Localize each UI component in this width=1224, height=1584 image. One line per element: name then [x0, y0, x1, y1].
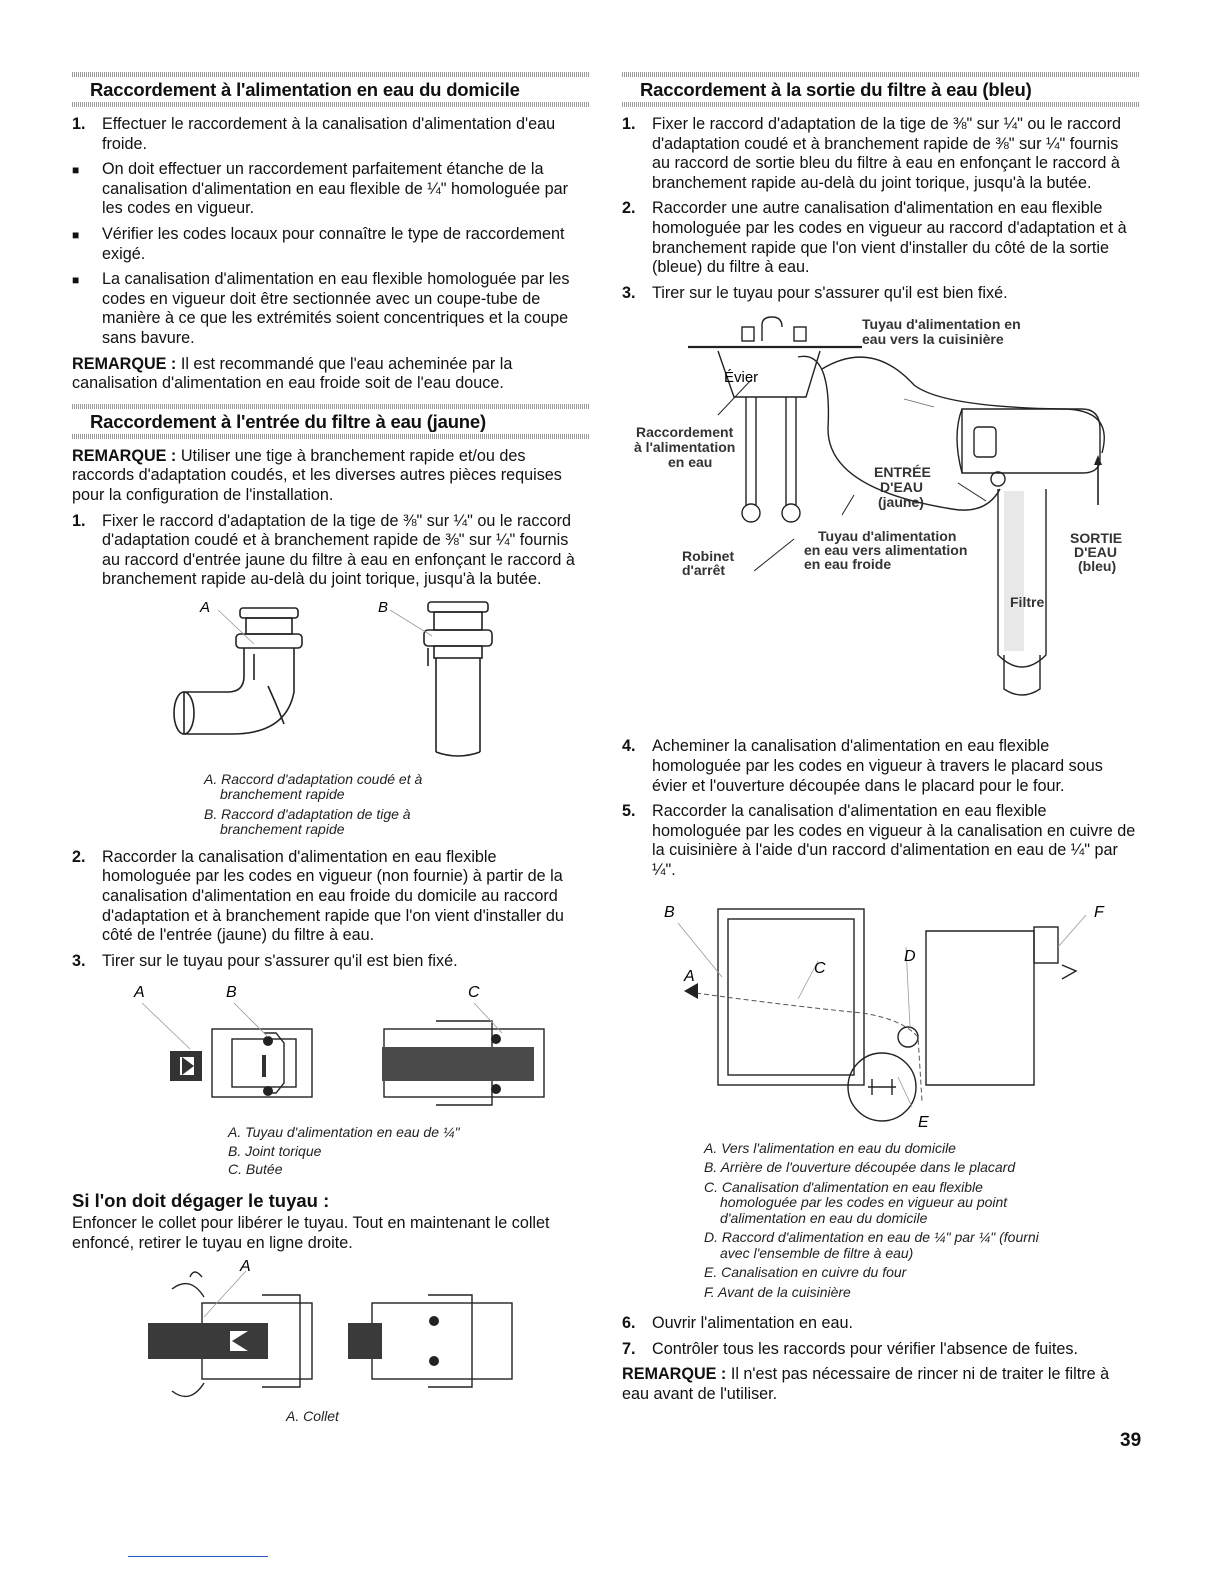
- bottom-divider: [128, 1556, 268, 1557]
- step-3: 3. Tirer sur le tuyau pour s'assurer qu'il est bien fixé.: [72, 951, 458, 970]
- water-inlet-label: ENTRÉE: [874, 464, 931, 481]
- right-column: [622, 72, 1140, 1410]
- section-title: Raccordement à la sortie du filtre à eau (bleu): [640, 79, 1032, 100]
- figure-label-c: C: [814, 959, 826, 977]
- svg-text:eau vers la cuisinière: eau vers la cuisinière: [862, 331, 1004, 348]
- release-text: Enfoncer le collet pour libérer le tuyau. Tout en maintenant le collet enfoncé, retirer le tuyau en ligne droite.: [72, 1213, 550, 1252]
- figure-label-b: B: [378, 598, 389, 616]
- page-number: 39: [1120, 1430, 1142, 1451]
- svg-text:D'EAU: D'EAU: [1074, 544, 1117, 561]
- svg-text:D'EAU: D'EAU: [880, 479, 923, 496]
- filter-installation-illustration: [622, 309, 1140, 737]
- step-7: 7. Contrôler tous les raccords pour vérifier l'absence de fuites.: [622, 1339, 1078, 1358]
- note: REMARQUE : Il est recommandé que l'eau acheminée par la canalisation d'alimentation en eau froide soit de l'eau douce.: [72, 354, 513, 393]
- section-header-filter-inlet: [72, 404, 590, 439]
- figure-label-a: A: [240, 1259, 251, 1276]
- cabinet-routing-caption: A. Vers l'alimentation en eau du domicile B. Arrière de l'ouverture découpée dans le placard C. Canalisation d'alimentation en eau flexible homologuée par les codes en vigueur au point d'alimentation en eau du domicile D. Raccord d'alimentation en eau de ¼" par ¼" (fourni avec l'ensemble de filtre à eau) E. Canalisation en cuivre du four F. Avant de la cuisinière: [704, 1139, 1039, 1300]
- figure-label-c: C: [468, 984, 480, 1002]
- arrow-left-icon: [684, 983, 698, 999]
- tube-insertion-illustration: [72, 977, 590, 1123]
- step-1: 1. Fixer le raccord d'adaptation de la tige de ⅜" sur ¼" ou le raccord d'adaptation coudé et à branchement rapide de ⅜" sur ¼" fournis au raccord de sortie bleu du filtre à eau en enfonçant le raccord à branchement rapide au-delà du joint torique, jusqu'à la butée.: [622, 115, 1121, 192]
- cold-supply-line-label: Tuyau d'alimentation: [818, 528, 957, 545]
- figure-label-a: A: [134, 984, 145, 1002]
- figure-label-d: D: [904, 947, 916, 965]
- section-header-home-water: [72, 72, 590, 107]
- step-5: 5. Raccorder la canalisation d'alimentation en eau flexible homologuée par les codes en vigueur à la canalisation en cuivre de la cuisinière à l'aide d'un raccord d'alimentation en eau de ¼" par ¼".: [622, 802, 1136, 879]
- note: REMARQUE : Il n'est pas nécessaire de rincer ni de traiter le filtre à eau avant de l'utiliser.: [622, 1365, 1110, 1403]
- left-column: [72, 72, 590, 1425]
- figure-label-e: E: [918, 1113, 929, 1131]
- figure-label-f: F: [1094, 903, 1104, 921]
- figure-label-a: A: [684, 967, 695, 985]
- step-1: 1. Fixer le raccord d'adaptation de la tige de ⅜" sur ¼" ou le raccord d'adaptation coudé et à branchement rapide de ⅜" sur ¼" fournis au raccord d'entrée jaune du filtre à eau en enfonçant le raccord à branchement rapide au-delà du joint torique, jusqu'à la butée.: [72, 511, 575, 589]
- svg-text:(jaune): (jaune): [878, 494, 924, 511]
- tube-insertion-figure: [72, 977, 590, 1123]
- hose-graphic: [382, 1047, 534, 1081]
- release-heading: Si l'on doit dégager le tuyau :: [72, 1189, 330, 1211]
- section-header-filter-outlet: [622, 72, 1140, 107]
- adapter-figure-caption: A. Raccord d'adaptation coudé et à branchement rapide B. Raccord d'adaptation de tige à branchement rapide: [204, 770, 423, 838]
- shutoff-valve-label: Robinet: [682, 548, 735, 565]
- water-outlet-label: SORTIE: [1070, 530, 1123, 547]
- filter-label: Filtre: [1010, 594, 1045, 611]
- adapter-figure: [72, 596, 590, 764]
- section-title: Raccordement à l'entrée du filtre à eau (jaune): [90, 410, 486, 432]
- svg-text:en eau froide: en eau froide: [804, 556, 892, 573]
- release-figure: [72, 1259, 590, 1409]
- cabinet-routing-illustration: [622, 887, 1140, 1137]
- bullet-item: ■ Vérifier les codes locaux pour connaître le type de raccordement exigé.: [72, 224, 565, 263]
- note: REMARQUE : Utiliser une tige à branchement rapide et/ou des raccords d'adaptation coudés, et les diverses autres pièces requises pour la configuration de l'installation.: [72, 446, 562, 504]
- filter-installation-figure: [622, 309, 1140, 737]
- step-3: 3. Tirer sur le tuyau pour s'assurer qu'il est bien fixé.: [622, 283, 1008, 302]
- sink-label: Évier: [724, 369, 759, 387]
- svg-text:d'arrêt: d'arrêt: [682, 562, 726, 579]
- bullet-item: ■ La canalisation d'alimentation en eau flexible homologuée par les codes en vigueur doit être sectionnée avec un coupe-tube de manière à ce que les extrémités soient concentriques et la coupe sans bavure.: [72, 270, 570, 347]
- figure-label-b: B: [226, 984, 237, 1002]
- step-2: 2. Raccorder la canalisation d'alimentation en eau flexible homologuée par les codes en vigueur (non fournie) à partir de la canalisation d'alimentation en eau froide du domicile au raccord d'adaptation et à branchement rapide que l'on vient d'installer du côté de l'entrée (jaune) du filtre à eau.: [72, 847, 564, 945]
- adapter-illustration: [72, 596, 590, 764]
- release-illustration: [72, 1259, 590, 1409]
- bullet-item: ■ On doit effectuer un raccordement parfaitement étanche de la canalisation d'alimentation en eau flexible de ¼" homologuée par les codes en vigueur.: [72, 160, 568, 218]
- step-6: 6. Ouvrir l'alimentation en eau.: [622, 1314, 854, 1332]
- cabinet-routing-figure: [622, 887, 1140, 1137]
- hose-graphic: [148, 1323, 268, 1359]
- release-caption: A. Collet: [286, 1408, 339, 1425]
- range-supply-line-label: Tuyau d'alimentation en: [862, 316, 1021, 333]
- bullet-icon: ■: [72, 227, 80, 242]
- bullet-icon: ■: [72, 163, 80, 178]
- bullet-icon: ■: [72, 273, 80, 288]
- svg-text:en eau: en eau: [668, 454, 713, 471]
- supply-connection-label: Raccordement: [636, 424, 734, 441]
- step-1: 1. Effectuer le raccordement à la canalisation d'alimentation d'eau froide.: [72, 115, 556, 153]
- step-4: 4. Acheminer la canalisation d'alimentation en eau flexible homologuée par les codes en vigueur à travers le placard sous évier et l'ouverture découpée dans le placard pour le four.: [622, 737, 1103, 795]
- tube-insertion-caption: A. Tuyau d'alimentation en eau de ¼" B. Joint torique C. Butée: [228, 1124, 460, 1178]
- section-title: Raccordement à l'alimentation en eau du domicile: [90, 79, 520, 100]
- svg-text:à l'alimentation: à l'alimentation: [634, 439, 736, 456]
- svg-text:en eau vers alimentation: en eau vers alimentation: [804, 542, 968, 559]
- step-2: 2. Raccorder une autre canalisation d'alimentation en eau flexible homologuée par les codes en vigueur au raccord d'adaptation et à branchement rapide que l'on vient d'installer du côté de la sortie (bleue) du filtre à eau.: [622, 199, 1127, 277]
- figure-label-b: B: [664, 903, 675, 921]
- filter-shade: [1004, 491, 1024, 651]
- svg-text:(bleu): (bleu): [1078, 558, 1117, 575]
- figure-label-a: A: [200, 598, 211, 616]
